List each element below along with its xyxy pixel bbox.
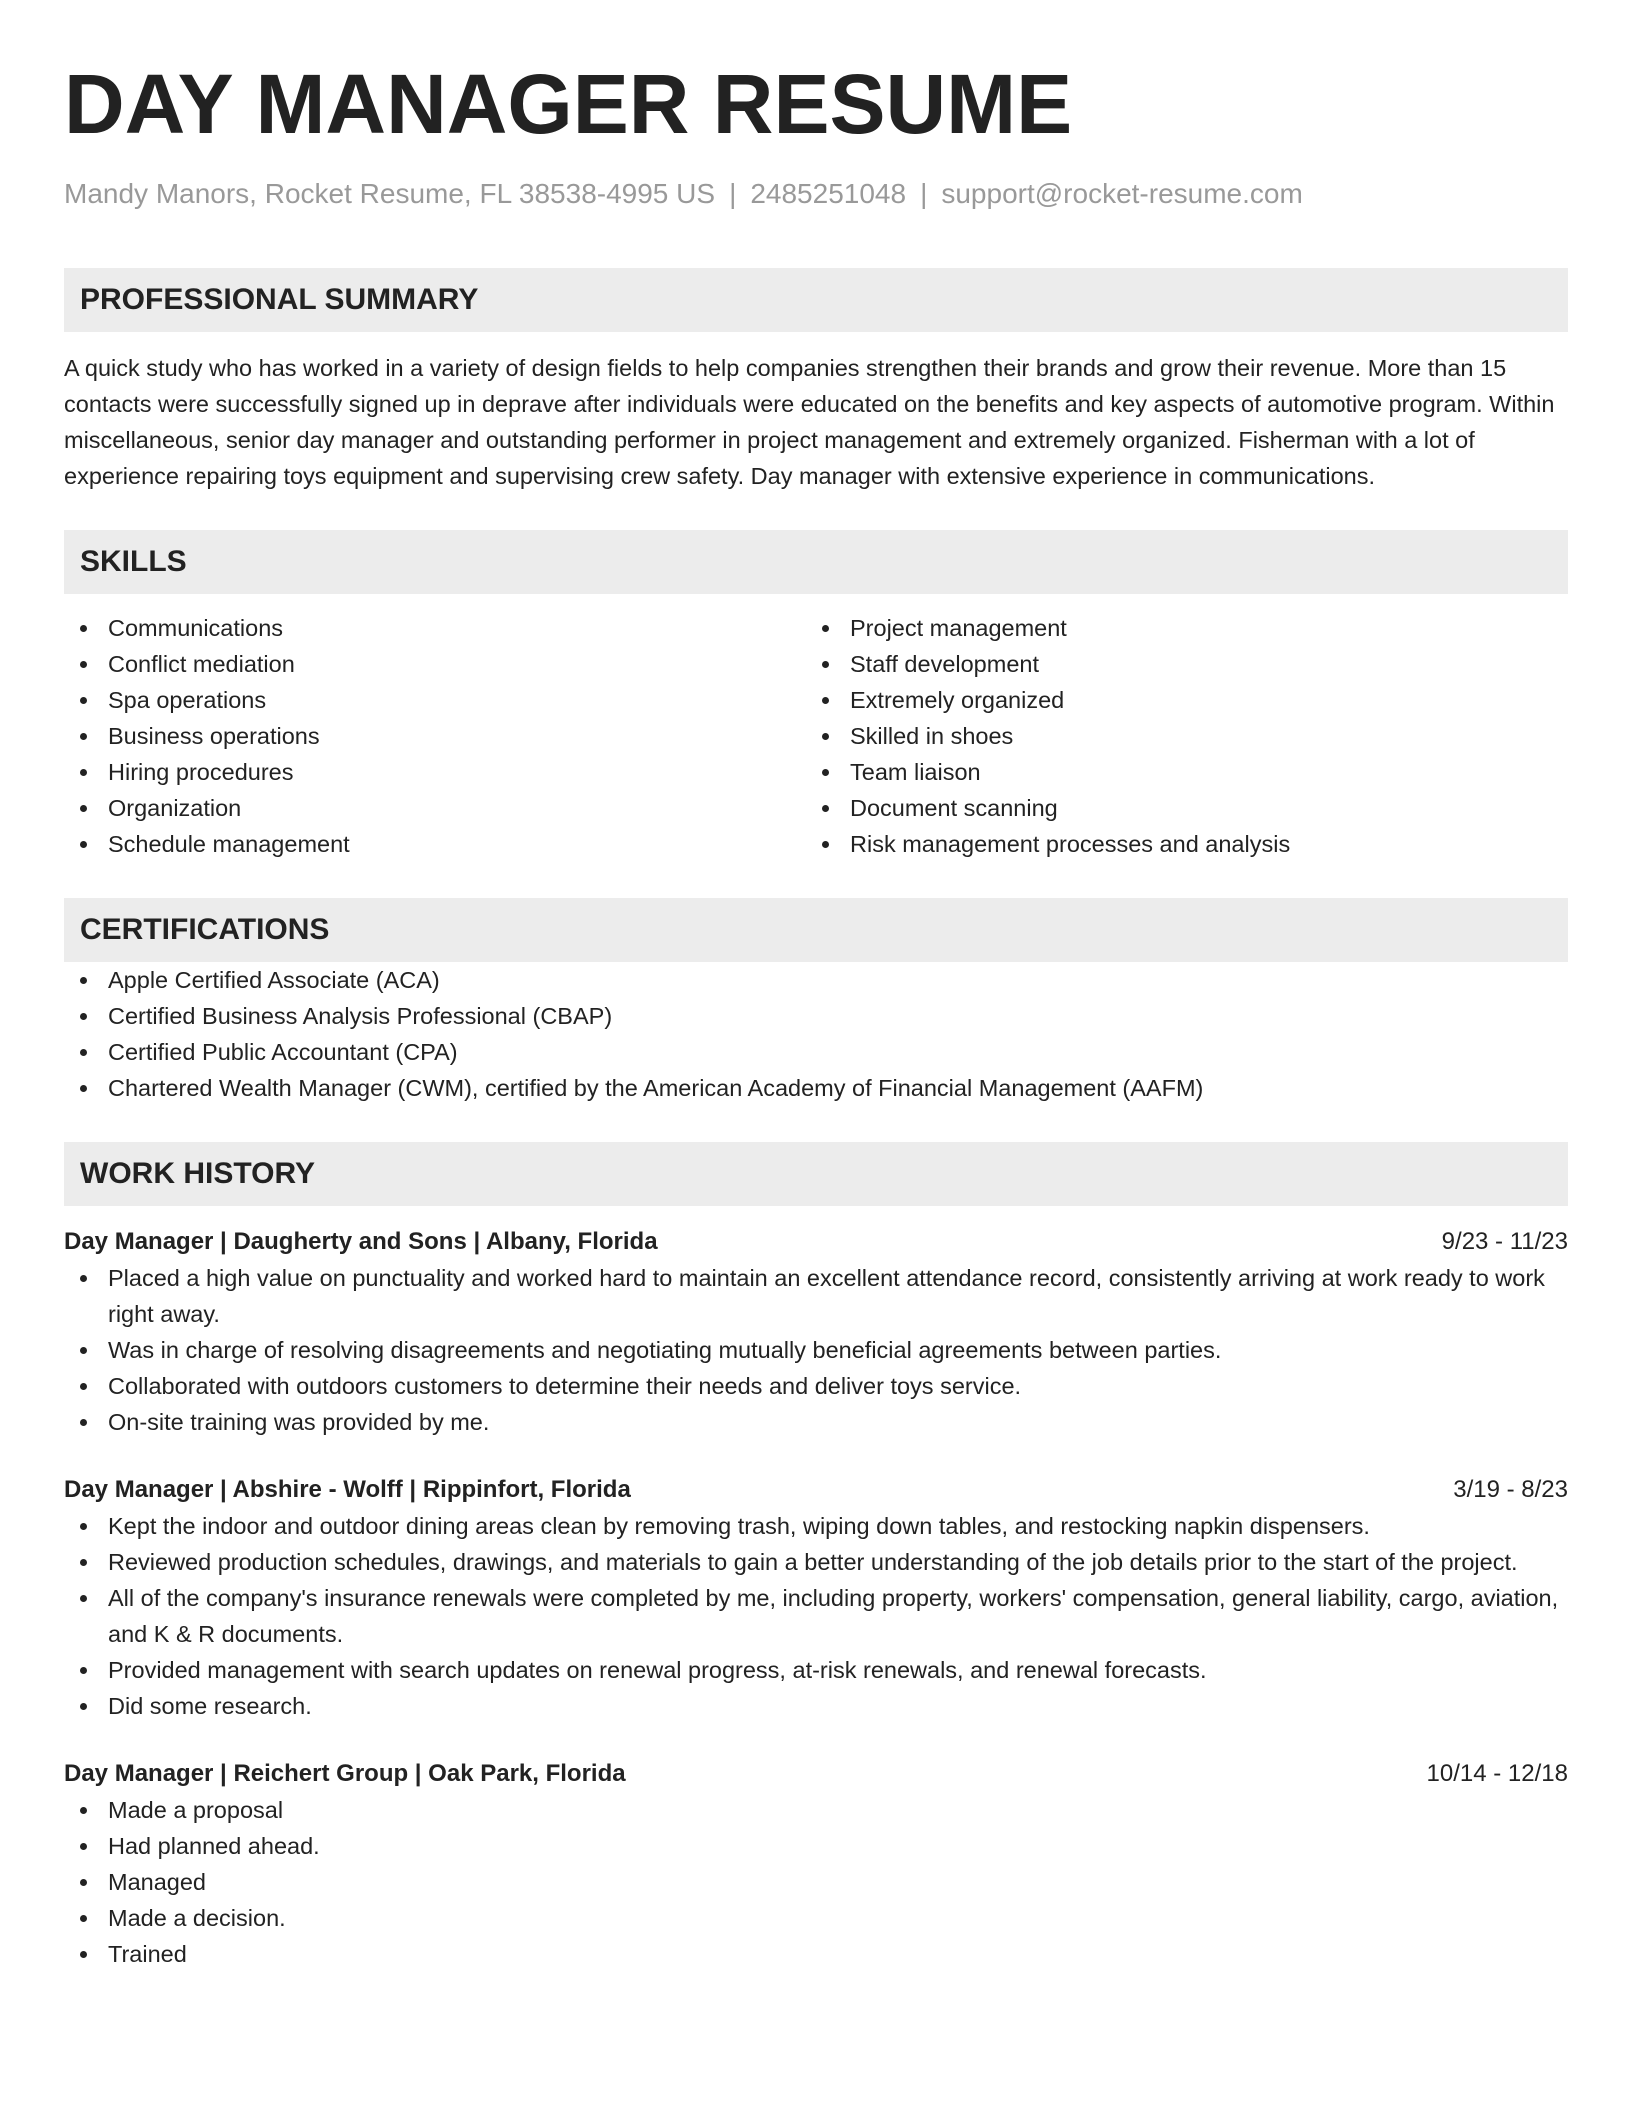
bullet-icon <box>80 1879 87 1886</box>
bullet-icon <box>80 1347 87 1354</box>
skill-label: Schedule management <box>108 831 350 857</box>
section-heading-certifications: CERTIFICATIONS <box>64 898 1568 962</box>
bullet-icon <box>80 1667 87 1674</box>
bullet-icon <box>822 805 829 812</box>
bullet-icon <box>80 1275 87 1282</box>
job-bullet <box>64 1404 1568 1440</box>
certifications-list <box>64 962 1568 1106</box>
job-bullet-text: Did some research. <box>108 1693 312 1719</box>
certification-item <box>64 962 1568 998</box>
job-bullet <box>64 1260 1568 1332</box>
skill-label: Organization <box>108 795 242 821</box>
job-entry <box>64 1756 1568 1972</box>
job-header <box>64 1472 1568 1508</box>
skill-item <box>806 682 1548 718</box>
certification-item <box>64 1034 1568 1070</box>
bullet-icon <box>80 1383 87 1390</box>
job-title: Day Manager | Reichert Group | Oak Park, Florida <box>64 1760 626 1787</box>
skill-item <box>64 826 806 862</box>
certification-label: Apple Certified Associate (ACA) <box>108 967 440 993</box>
skill-label: Spa operations <box>108 687 267 713</box>
job-bullet-text: Made a proposal <box>108 1797 284 1823</box>
skill-item <box>806 610 1548 646</box>
job-title: Day Manager | Abshire - Wolff | Rippinfort, Florida <box>64 1476 631 1503</box>
contact-address: Mandy Manors, Rocket Resume, FL 38538-4995 US <box>64 178 716 209</box>
skill-label: Business operations <box>108 723 320 749</box>
skill-item <box>64 718 806 754</box>
bullet-icon <box>80 1085 87 1092</box>
bullet-icon <box>80 805 87 812</box>
contact-separator: | <box>920 178 928 209</box>
skills-column-right <box>806 610 1548 862</box>
job-bullet <box>64 1544 1568 1580</box>
job-bullets <box>64 1260 1568 1440</box>
job-bullets <box>64 1792 1568 1972</box>
job-bullet-text: Had planned ahead. <box>108 1833 320 1859</box>
section-heading-work-history: WORK HISTORY <box>64 1142 1568 1206</box>
job-bullet <box>64 1508 1568 1544</box>
job-bullet-text: All of the company's insurance renewals were completed by me, including property, workers' compensation, general liability, cargo, aviation, and K & R documents. <box>108 1585 1559 1647</box>
bullet-icon <box>80 1807 87 1814</box>
bullet-icon <box>80 977 87 984</box>
job-entry <box>64 1224 1568 1440</box>
skill-label: Team liaison <box>850 759 981 785</box>
job-dates: 10/14 - 12/18 <box>1426 1760 1568 1787</box>
bullet-icon <box>822 661 829 668</box>
section-heading-summary: PROFESSIONAL SUMMARY <box>64 268 1568 332</box>
job-bullet <box>64 1332 1568 1368</box>
bullet-icon <box>80 661 87 668</box>
job-bullet-text: Provided management with search updates on renewal progress, at-risk renewals, and renewal forecasts. <box>108 1657 1207 1683</box>
job-entry <box>64 1472 1568 1724</box>
certification-item <box>64 1070 1568 1106</box>
skill-item <box>806 646 1548 682</box>
certification-label: Certified Business Analysis Professional (CBAP) <box>108 1003 613 1029</box>
bullet-icon <box>822 841 829 848</box>
bullet-icon <box>80 1595 87 1602</box>
job-bullet <box>64 1688 1568 1724</box>
job-bullet-text: Collaborated with outdoors customers to determine their needs and deliver toys service. <box>108 1373 1022 1399</box>
job-dates: 3/19 - 8/23 <box>1453 1476 1568 1503</box>
job-dates: 9/23 - 11/23 <box>1441 1228 1568 1255</box>
job-bullet <box>64 1580 1568 1652</box>
job-bullet-text: Reviewed production schedules, drawings, and materials to gain a better understanding of the job details prior to the start of the project. <box>108 1549 1518 1575</box>
job-bullet <box>64 1828 1568 1864</box>
bullet-icon <box>80 1703 87 1710</box>
skill-label: Risk management processes and analysis <box>850 831 1291 857</box>
job-header <box>64 1756 1568 1792</box>
skill-label: Skilled in shoes <box>850 723 1014 749</box>
job-title: Day Manager | Daugherty and Sons | Albany, Florida <box>64 1228 658 1255</box>
certification-item <box>64 998 1568 1034</box>
bullet-icon <box>80 1951 87 1958</box>
contact-phone: 2485251048 <box>750 178 907 209</box>
skill-item <box>64 754 806 790</box>
skill-item <box>806 826 1548 862</box>
skill-label: Staff development <box>850 651 1039 677</box>
bullet-icon <box>822 625 829 632</box>
certification-label: Chartered Wealth Manager (CWM), certified by the American Academy of Financial Management (AAFM) <box>108 1075 1204 1101</box>
bullet-icon <box>822 733 829 740</box>
skill-item <box>64 646 806 682</box>
job-bullet <box>64 1936 1568 1972</box>
job-bullet <box>64 1368 1568 1404</box>
skills-list <box>64 610 1568 862</box>
job-bullet <box>64 1652 1568 1688</box>
contact-email: support@rocket-resume.com <box>941 178 1303 209</box>
job-bullet <box>64 1864 1568 1900</box>
skill-item <box>64 682 806 718</box>
bullet-icon <box>80 1915 87 1922</box>
bullet-icon <box>80 1523 87 1530</box>
job-bullet-text: Trained <box>108 1941 187 1967</box>
skill-label: Hiring procedures <box>108 759 294 785</box>
contact-separator: | <box>729 178 737 209</box>
skill-item <box>806 754 1548 790</box>
certification-label: Certified Public Accountant (CPA) <box>108 1039 458 1065</box>
bullet-icon <box>80 1419 87 1426</box>
job-bullet <box>64 1900 1568 1936</box>
job-bullet-text: Was in charge of resolving disagreements and negotiating mutually beneficial agreements between parties. <box>108 1337 1222 1363</box>
bullet-icon <box>80 733 87 740</box>
job-header <box>64 1224 1568 1260</box>
skill-label: Document scanning <box>850 795 1058 821</box>
skill-item <box>64 790 806 826</box>
bullet-icon <box>822 697 829 704</box>
skill-item <box>806 718 1548 754</box>
bullet-icon <box>80 1049 87 1056</box>
bullet-icon <box>80 625 87 632</box>
job-bullet <box>64 1792 1568 1828</box>
skill-label: Project management <box>850 615 1067 641</box>
skill-item <box>806 790 1548 826</box>
bullet-icon <box>80 769 87 776</box>
bullet-icon <box>80 1559 87 1566</box>
skill-label: Extremely organized <box>850 687 1065 713</box>
job-bullet-text: On-site training was provided by me. <box>108 1409 490 1435</box>
bullet-icon <box>80 697 87 704</box>
skill-label: Conflict mediation <box>108 651 295 677</box>
job-bullet-text: Made a decision. <box>108 1905 286 1931</box>
job-bullet-text: Placed a high value on punctuality and worked hard to maintain an excellent attendance record, consistently arriving at work ready to work right away. <box>108 1265 1545 1327</box>
section-heading-skills: SKILLS <box>64 530 1568 594</box>
page-title: DAY MANAGER RESUME <box>64 57 1073 151</box>
job-bullet-text: Kept the indoor and outdoor dining areas clean by removing trash, wiping down tables, and restocking napkin dispensers. <box>108 1513 1370 1539</box>
skill-label: Communications <box>108 615 284 641</box>
contact-line <box>64 176 1568 212</box>
skills-column-left <box>64 610 806 862</box>
summary-text: A quick study who has worked in a variety of design fields to help companies strengthen their brands and grow their revenue. More than 15 contacts were successfully signed up in deprave after individuals were educated on the benefits and key aspects of automotive program. Within miscellaneous, senior day manager and outstanding performer in project management and extremely organized. Fisherman with a lot of experience repairing toys equipment and supervising crew safety. Day manager with extensive experience in communications. <box>64 355 1555 489</box>
bullet-icon <box>80 1843 87 1850</box>
bullet-icon <box>822 769 829 776</box>
bullet-icon <box>80 841 87 848</box>
skill-item <box>64 610 806 646</box>
bullet-icon <box>80 1013 87 1020</box>
job-bullets <box>64 1508 1568 1724</box>
job-bullet-text: Managed <box>108 1869 206 1895</box>
